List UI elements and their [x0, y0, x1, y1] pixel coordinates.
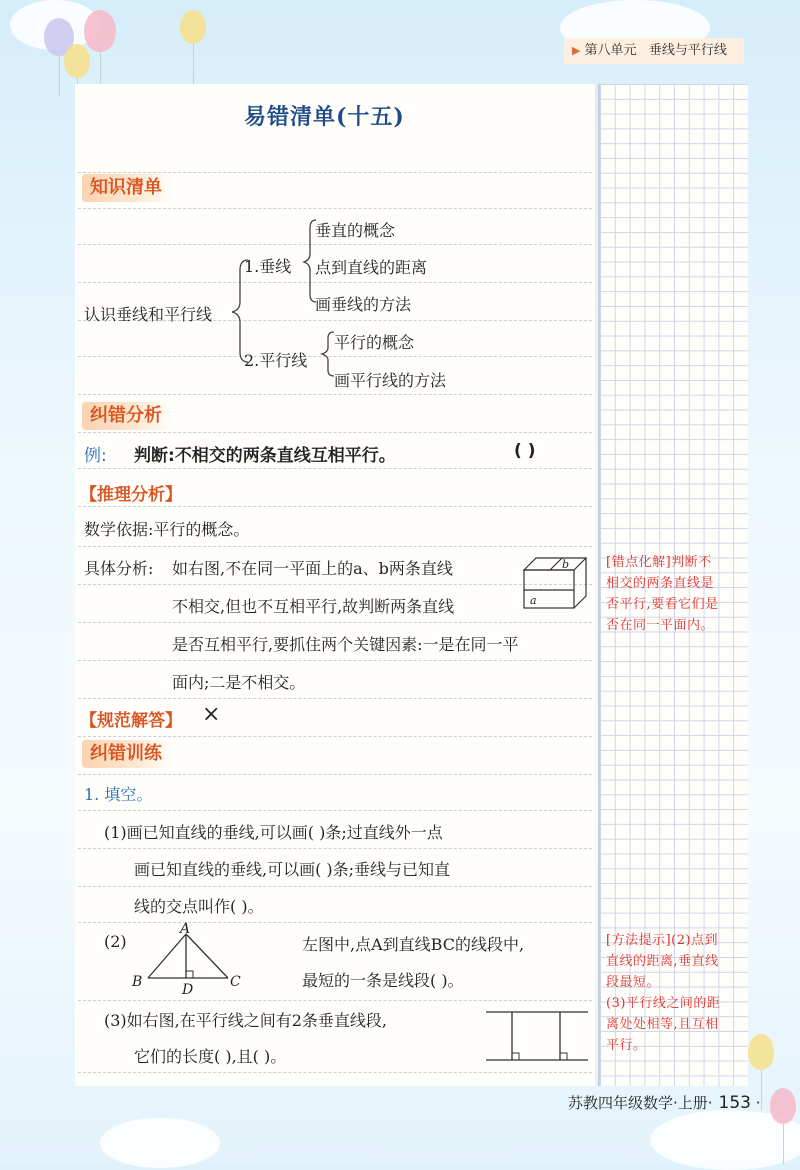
question-1-2-label: (2) [104, 932, 127, 951]
skew-lines-figure [520, 556, 592, 610]
vertex-a-label: A [180, 922, 191, 937]
triangle-figure [128, 922, 248, 998]
knowledge-branch-parallel: 2.平行线 [244, 351, 308, 370]
ruled-line [78, 736, 592, 737]
detail-line: 是否互相平行,要抓住两个关键因素:一是在同一平 [172, 635, 519, 654]
example-question: 判断:不相交的两条直线互相平行。 [134, 446, 396, 466]
ruled-line [78, 622, 592, 623]
unit-header [564, 38, 744, 64]
ruled-line [78, 1072, 592, 1073]
ruled-line [78, 432, 592, 433]
margin-note-error-tip: [错点化解]判断不 相交的两条直线是 否平行,要看它们是 否在同一平面内。 [606, 555, 719, 633]
balloon-icon [64, 44, 90, 78]
math-basis: 数学依据:平行的概念。 [84, 520, 250, 539]
ruled-line [78, 1000, 592, 1001]
page-footer [568, 1092, 761, 1113]
question-1-3-line: 它们的长度( ),且( )。 [134, 1047, 287, 1066]
section-analysis-heading: 纠错分析 [82, 402, 172, 430]
knowledge-root: 认识垂线和平行线 [84, 305, 213, 324]
balloon-icon [180, 10, 206, 44]
line-b-label: b [562, 558, 570, 571]
question-1-2-line: 最短的一条是线段( )。 [302, 971, 464, 990]
question-1-1-line: (1)画已知直线的垂线,可以画( )条;过直线外一点 [104, 823, 443, 842]
ruled-line [78, 698, 592, 699]
reasoning-heading: 【推理分析】 [80, 485, 182, 505]
ruled-line [78, 660, 592, 661]
page-number: 153 [718, 1093, 751, 1113]
question-1-2-line: 左图中,点A到直线BC的线段中, [302, 935, 525, 954]
knowledge-item: 画平行线的方法 [334, 371, 447, 390]
balloon-icon [84, 10, 116, 52]
question-1-title: 1. 填空。 [84, 785, 153, 804]
cloud-decoration [100, 1118, 220, 1168]
section-knowledge-heading: 知识清单 [82, 174, 172, 202]
ruled-line [78, 774, 592, 775]
balloon-icon [748, 1034, 774, 1070]
answer-cross-mark: × [202, 702, 221, 727]
section-training-heading: 纠错训练 [82, 740, 172, 768]
question-1-3-line: (3)如右图,在平行线之间有2条垂直线段, [104, 1011, 388, 1030]
margin-note-method-tip: [方法提示](2)点到 直线的距离,垂直线 段最短。 (3)平行线之间的距 离处处相等,且互相 平行。 [606, 933, 721, 1053]
knowledge-item: 垂直的概念 [315, 221, 396, 240]
example-answer-blank: ( ) [514, 441, 536, 461]
ruled-line [78, 886, 592, 887]
ruled-line [78, 584, 592, 585]
ruled-line [78, 468, 592, 469]
question-1-1-line: 画已知直线的垂线,可以画( )条;垂线与已知直 [134, 860, 451, 879]
knowledge-item: 平行的概念 [334, 333, 415, 352]
unit-topic: 垂线与平行线 [648, 43, 727, 58]
parallel-lines-figure [484, 1004, 592, 1066]
detail-line: 面内;二是不相交。 [172, 673, 306, 692]
vertex-d-label: D [182, 982, 194, 998]
footer-dot: · [755, 1094, 761, 1112]
ruled-line [78, 172, 592, 173]
ruled-line [78, 394, 592, 395]
unit-label: 第八单元 [584, 43, 637, 58]
knowledge-branch-perpendicular: 1.垂线 [244, 257, 292, 276]
balloon-icon [770, 1088, 796, 1124]
vertex-b-label: B [132, 974, 143, 990]
ruled-line [78, 848, 592, 849]
line-a-label: a [530, 594, 537, 607]
knowledge-item: 点到直线的距离 [315, 258, 428, 277]
knowledge-item: 画垂线的方法 [315, 295, 412, 314]
book-title: 苏教四年级数学·上册· [568, 1094, 713, 1112]
answer-heading: 【规范解答】 [80, 711, 182, 731]
ruled-line [78, 546, 592, 547]
detail-line: 不相交,但也不互相平行,故判断两条直线 [172, 597, 455, 616]
ruled-line [78, 810, 592, 811]
example-label: 例: [84, 446, 107, 466]
vertex-c-label: C [230, 974, 241, 990]
play-icon: ▶ [572, 44, 581, 57]
question-1-1-line: 线的交点叫作( )。 [134, 897, 264, 916]
ruled-line [78, 506, 592, 507]
ruled-line [78, 208, 592, 209]
detail-label: 具体分析: [84, 559, 154, 578]
detail-line: 如右图,不在同一平面上的a、b两条直线 [172, 559, 453, 578]
page-title: 易错清单(十五) [244, 104, 405, 130]
